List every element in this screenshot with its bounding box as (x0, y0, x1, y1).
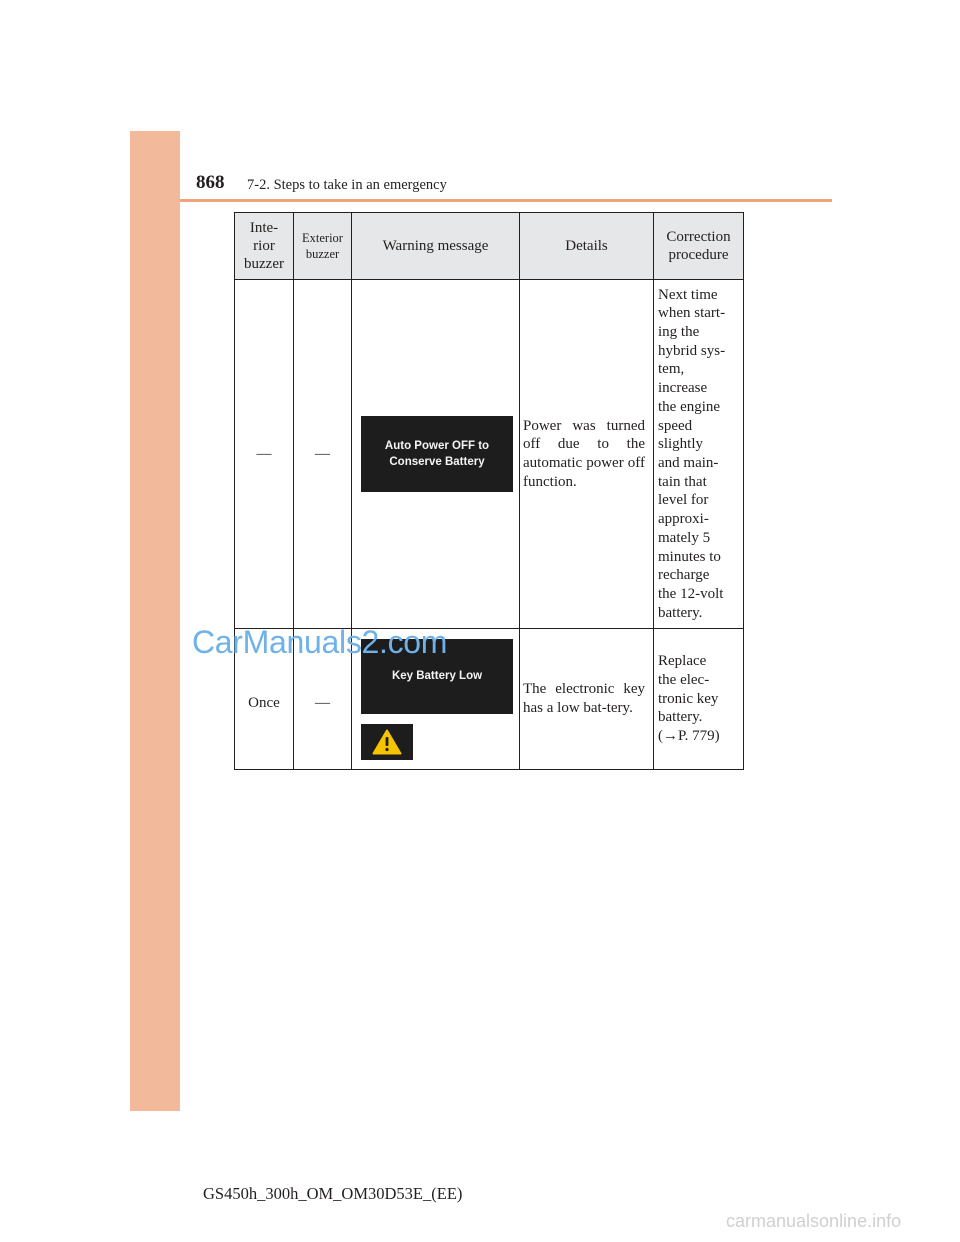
corner-watermark: carmanualsonline.info (726, 1211, 902, 1231)
details-text: Power was turned off due to the automatic power off function. (520, 280, 654, 629)
header-warning-message: Warning message (352, 213, 520, 280)
header-details: Details (520, 213, 654, 280)
side-tab (130, 131, 180, 1111)
header-interior-buzzer: Inte- rior buzzer (235, 213, 294, 280)
header-exterior-buzzer: Exterior buzzer (294, 213, 352, 280)
correction-text: Next time when start- ing the hybrid sys- tem, increase the engine speed slightly and main- tain that level for approxi- mately 5 minutes to recharge the 12-volt battery. (654, 280, 744, 629)
exterior-buzzer-value: — (294, 280, 352, 629)
page-number: 868 (196, 172, 225, 193)
watermark: CarManuals2.com (192, 624, 448, 660)
interior-buzzer-value: — (235, 280, 294, 629)
header-rule (180, 199, 832, 202)
correction-text: Replace the elec- tronic key battery. (→P. 779) (654, 629, 744, 770)
table-row (235, 280, 744, 629)
warning-message-cell (352, 280, 520, 629)
header-correction: Correction procedure (654, 213, 744, 280)
warning-table (234, 212, 744, 770)
screen-text: Key Battery Low (391, 670, 483, 682)
table-header-row (235, 213, 744, 280)
screen-text: Auto Power OFF to (384, 440, 490, 452)
interior-buzzer-value: Once (235, 629, 294, 770)
display-screen (361, 416, 513, 492)
screen-text: Conserve Battery (389, 456, 485, 468)
details-text: The electronic key has a low bat-tery. (520, 629, 654, 770)
exterior-buzzer-value: — (294, 629, 352, 770)
warning-triangle-icon (361, 724, 413, 760)
footer-code: GS450h_300h_OM_OM30D53E_(EE) (203, 1184, 463, 1203)
section-title: 7-2. Steps to take in an emergency (247, 177, 447, 193)
